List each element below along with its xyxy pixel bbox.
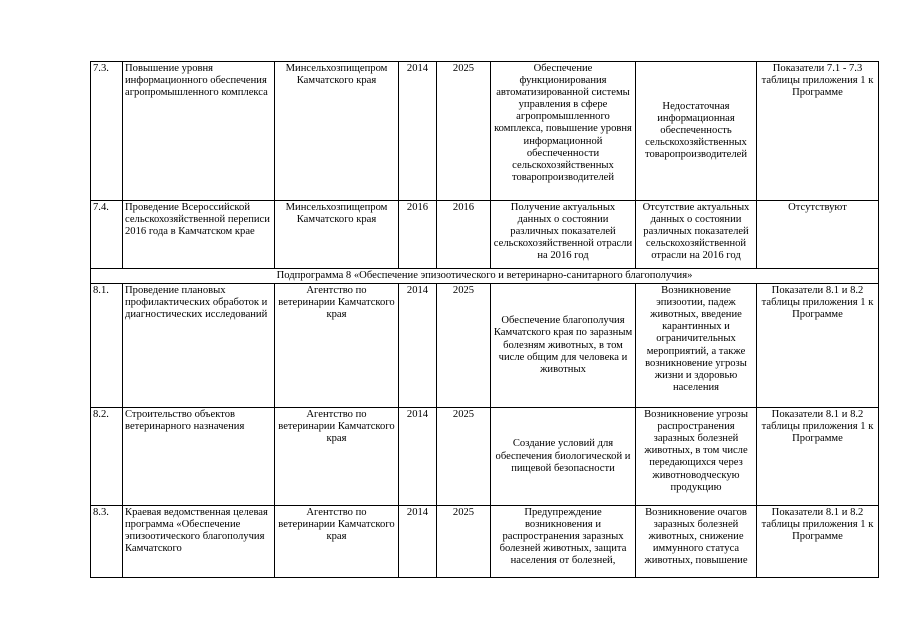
measure-name: Проведение Всероссийской сельскохозяйственной переписи 2016 года в Камчатском крае xyxy=(123,201,275,269)
indicators: Показатели 7.1 - 7.3 таблицы приложения 1 к Программе xyxy=(757,62,879,201)
table-row xyxy=(91,408,879,506)
measure-name: Краевая ведомственная целевая программа «Обеспечение эпизоотического благополучия Камчатского xyxy=(123,506,275,578)
row-number: 7.4. xyxy=(91,201,123,269)
expected-result: Получение актуальных данных о состоянии различных показателей сельскохозяйственной отрасли на 2016 год xyxy=(491,201,636,269)
non-implementation-consequence: Возникновение очагов заразных болезней животных, снижение иммунного статуса животных, повышение xyxy=(636,506,757,578)
expected-result: Обеспечение благополучия Камчатского края по заразным болезням животных, в том числе общим для человека и животных xyxy=(491,284,636,408)
row-number: 8.1. xyxy=(91,284,123,408)
indicators: Отсутствуют xyxy=(757,201,879,269)
indicators: Показатели 8.1 и 8.2 таблицы приложения 1 к Программе xyxy=(757,506,879,578)
table-row xyxy=(91,201,879,269)
executor: Минсельхозпищепром Камчатского края xyxy=(275,62,399,201)
non-implementation-consequence: Отсутствие актуальных данных о состоянии различных показателей сельскохозяйственной отрасли на 2016 год xyxy=(636,201,757,269)
end-year: 2025 xyxy=(437,408,491,506)
end-year: 2025 xyxy=(437,284,491,408)
indicators: Показатели 8.1 и 8.2 таблицы приложения 1 к Программе xyxy=(757,284,879,408)
executor: Агентство по ветеринарии Камчатского края xyxy=(275,408,399,506)
start-year: 2014 xyxy=(399,408,437,506)
start-year: 2014 xyxy=(399,506,437,578)
start-year: 2014 xyxy=(399,62,437,201)
non-implementation-consequence: Возникновение угрозы распространения заразных болезней животных, в том числе передающихся через животноводческую продукцию xyxy=(636,408,757,506)
executor: Агентство по ветеринарии Камчатского края xyxy=(275,506,399,578)
row-number: 7.3. xyxy=(91,62,123,201)
start-year: 2014 xyxy=(399,284,437,408)
measure-name: Проведение плановых профилактических обработок и диагностических исследований xyxy=(123,284,275,408)
subprogram-row xyxy=(91,269,879,284)
measure-name: Строительство объектов ветеринарного назначения xyxy=(123,408,275,506)
expected-result: Обеспечение функционирования автоматизированной системы управления в сфере агропромышленного комплекса, повышение уровня информационной обеспеченности сельскохозяйственных товаропроизводителей xyxy=(491,62,636,201)
non-implementation-consequence: Возникновение эпизоотии, падеж животных, введение карантинных и ограничительных мероприятий, а также возникновение угрозы жизни и здоровью населения xyxy=(636,284,757,408)
measures-table xyxy=(90,61,879,578)
table-row xyxy=(91,62,879,201)
table-row xyxy=(91,506,879,578)
non-implementation-consequence: Недостаточная информационная обеспеченность сельскохозяйственных товаропроизводителей xyxy=(636,62,757,201)
end-year: 2025 xyxy=(437,62,491,201)
end-year: 2016 xyxy=(437,201,491,269)
indicators: Показатели 8.1 и 8.2 таблицы приложения 1 к Программе xyxy=(757,408,879,506)
executor: Агентство по ветеринарии Камчатского края xyxy=(275,284,399,408)
start-year: 2016 xyxy=(399,201,437,269)
end-year: 2025 xyxy=(437,506,491,578)
expected-result: Предупреждение возникновения и распространения заразных болезней животных, защита населения от болезней, xyxy=(491,506,636,578)
table-row xyxy=(91,284,879,408)
row-number: 8.2. xyxy=(91,408,123,506)
measure-name: Повышение уровня информационного обеспечения агропромышленного комплекса xyxy=(123,62,275,201)
expected-result: Создание условий для обеспечения биологической и пищевой безопасности xyxy=(491,408,636,506)
executor: Минсельхозпищепром Камчатского края xyxy=(275,201,399,269)
row-number: 8.3. xyxy=(91,506,123,578)
subprogram-title: Подпрограмма 8 «Обеспечение эпизоотического и ветеринарно-санитарного благополучия» xyxy=(91,269,879,284)
